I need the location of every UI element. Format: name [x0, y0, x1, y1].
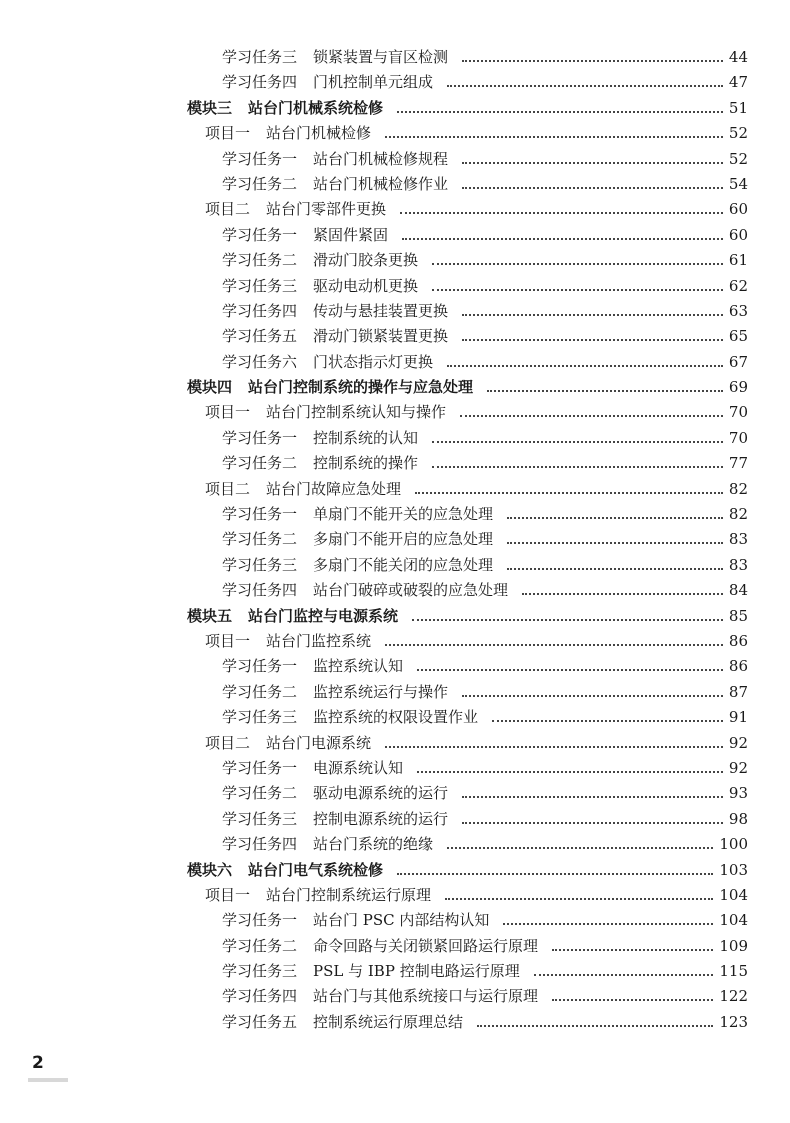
toc-entry-label	[222, 807, 448, 832]
toc-entry-number: 模块六	[187, 860, 233, 879]
toc-entry-page: 123	[719, 1012, 748, 1031]
toc-entry-number: 学习任务四	[222, 581, 298, 600]
toc-entry-title: 多扇门不能关闭的应急处理	[313, 555, 494, 574]
dot-leader	[402, 238, 723, 240]
dot-leader	[445, 898, 713, 900]
dot-leader	[552, 949, 713, 951]
toc-entry-task[interactable]	[0, 172, 790, 197]
toc-entry-task[interactable]	[0, 553, 790, 578]
toc-entry-task[interactable]	[0, 274, 790, 299]
toc-entry-project[interactable]	[0, 197, 790, 222]
toc-entry-title: 站台门电源系统	[266, 733, 372, 752]
toc-entry-title: 站台门控制系统运行原理	[266, 885, 432, 904]
toc-entry-task[interactable]	[0, 527, 790, 552]
toc-entry-title: 滑动门胶条更换	[313, 251, 419, 270]
toc-entry-number: 学习任务一	[222, 149, 298, 168]
toc-entry-label	[222, 70, 433, 95]
toc-entry-project[interactable]	[0, 400, 790, 425]
toc-entry-label	[222, 45, 448, 70]
toc-entry-title: 滑动门锁紧装置更换	[313, 327, 449, 346]
toc-entry-number: 学习任务二	[222, 682, 298, 701]
toc-entry-page: 115	[719, 962, 748, 981]
table-of-contents	[0, 45, 790, 1035]
toc-entry-page: 82	[728, 479, 748, 498]
toc-entry-task[interactable]	[0, 832, 790, 857]
dot-leader	[462, 695, 723, 697]
dot-leader	[462, 314, 723, 316]
dot-leader	[492, 720, 723, 722]
toc-entry-number: 学习任务二	[222, 454, 298, 473]
dot-leader	[522, 593, 723, 595]
toc-entry-label	[187, 96, 383, 121]
toc-entry-title: 站台门监控与电源系统	[248, 606, 399, 625]
toc-entry-task[interactable]	[0, 324, 790, 349]
toc-entry-number: 学习任务六	[222, 352, 298, 371]
toc-entry-number: 项目一	[205, 885, 251, 904]
toc-entry-label	[222, 248, 418, 273]
toc-entry-title: 站台门破碎或破裂的应急处理	[313, 581, 509, 600]
toc-entry-page: 60	[728, 200, 748, 219]
toc-entry-number: 学习任务二	[222, 174, 298, 193]
toc-entry-number: 学习任务二	[222, 784, 298, 803]
toc-entry-task[interactable]	[0, 654, 790, 679]
toc-entry-project[interactable]	[0, 629, 790, 654]
dot-leader	[462, 796, 723, 798]
toc-entry-title: 站台门 PSC 内部结构认知	[313, 911, 490, 930]
toc-entry-number: 学习任务四	[222, 301, 298, 320]
toc-entry-page: 83	[728, 555, 748, 574]
toc-entry-number: 学习任务一	[222, 657, 298, 676]
toc-entry-title: 站台门与其他系统接口与运行原理	[313, 987, 539, 1006]
toc-entry-label	[222, 781, 448, 806]
dot-leader	[503, 923, 713, 925]
toc-entry-page: 92	[728, 733, 748, 752]
toc-entry-label	[222, 756, 403, 781]
dot-leader	[412, 619, 723, 621]
toc-entry-label	[222, 350, 433, 375]
page-number-bar	[28, 1078, 68, 1082]
toc-entry-task[interactable]	[0, 45, 790, 70]
toc-entry-module[interactable]	[0, 858, 790, 883]
toc-entry-number: 学习任务三	[222, 276, 298, 295]
toc-entry-number: 学习任务二	[222, 251, 298, 270]
toc-entry-title: 单扇门不能开关的应急处理	[313, 505, 494, 524]
toc-entry-page: 84	[728, 581, 748, 600]
toc-entry-title: 门状态指示灯更换	[313, 352, 434, 371]
toc-entry-label	[205, 477, 401, 502]
toc-entry-number: 学习任务四	[222, 987, 298, 1006]
toc-entry-label	[187, 858, 383, 883]
dot-leader	[534, 974, 713, 976]
toc-entry-page: 104	[719, 911, 748, 930]
toc-entry-page: 60	[728, 225, 748, 244]
toc-entry-title: 紧固件紧固	[313, 225, 389, 244]
toc-entry-label	[205, 731, 371, 756]
toc-entry-number: 项目一	[205, 403, 251, 422]
toc-entry-label	[222, 451, 418, 476]
toc-entry-page: 104	[719, 885, 748, 904]
toc-entry-title: 监控系统认知	[313, 657, 404, 676]
dot-leader	[507, 542, 723, 544]
page-number: 2	[32, 1053, 44, 1073]
toc-entry-label	[187, 604, 398, 629]
dot-leader	[417, 669, 723, 671]
toc-entry-label	[222, 578, 508, 603]
dot-leader	[462, 187, 723, 189]
toc-entry-label	[222, 984, 538, 1009]
toc-entry-label	[222, 147, 448, 172]
toc-entry-title: 站台门机械检修作业	[313, 174, 449, 193]
toc-entry-number: 学习任务三	[222, 48, 298, 66]
toc-entry-title: 站台门故障应急处理	[266, 479, 402, 498]
toc-entry-page: 98	[728, 809, 748, 828]
toc-entry-task[interactable]	[0, 934, 790, 959]
toc-entry-label	[222, 527, 493, 552]
toc-entry-page: 83	[728, 530, 748, 549]
toc-entry-page: 69	[728, 378, 748, 397]
toc-entry-number: 学习任务五	[222, 327, 298, 346]
toc-entry-label	[222, 553, 493, 578]
toc-entry-label	[222, 172, 448, 197]
toc-entry-task[interactable]	[0, 502, 790, 527]
dot-leader	[447, 847, 713, 849]
toc-entry-page: 122	[719, 987, 748, 1006]
toc-entry-task[interactable]	[0, 908, 790, 933]
toc-entry-label	[222, 223, 388, 248]
toc-entry-task[interactable]	[0, 959, 790, 984]
toc-entry-number: 学习任务一	[222, 225, 298, 244]
toc-entry-label	[222, 324, 448, 349]
dot-leader	[397, 111, 723, 113]
toc-entry-number: 模块三	[187, 98, 233, 117]
toc-entry-page: 54	[728, 174, 748, 193]
toc-entry-module[interactable]	[0, 375, 790, 400]
toc-entry-project[interactable]	[0, 121, 790, 146]
toc-entry-page: 92	[728, 758, 748, 777]
toc-entry-number: 学习任务四	[222, 73, 298, 92]
toc-entry-title: 驱动电动机更换	[313, 276, 419, 295]
toc-entry-number: 学习任务二	[222, 936, 298, 955]
toc-entry-label	[205, 629, 371, 654]
toc-entry-title: 传动与悬挂装置更换	[313, 301, 449, 320]
toc-entry-label	[222, 654, 403, 679]
dot-leader	[507, 517, 723, 519]
dot-leader	[417, 771, 723, 773]
toc-entry-task[interactable]	[0, 680, 790, 705]
toc-entry-task[interactable]	[0, 299, 790, 324]
toc-entry-title: 控制系统的操作	[313, 454, 419, 473]
toc-entry-title: 站台门零部件更换	[266, 200, 387, 219]
toc-entry-task[interactable]	[0, 147, 790, 172]
toc-entry-task[interactable]	[0, 578, 790, 603]
toc-entry-project[interactable]	[0, 477, 790, 502]
dot-leader	[385, 746, 723, 748]
dot-leader	[487, 390, 723, 392]
toc-entry-label	[205, 121, 371, 146]
toc-entry-label	[187, 375, 473, 400]
toc-entry-task[interactable]	[0, 984, 790, 1009]
toc-entry-title: 站台门机械系统检修	[248, 98, 384, 117]
toc-entry-page: 82	[728, 505, 748, 524]
dot-leader	[552, 999, 713, 1001]
toc-entry-label	[222, 832, 433, 857]
dot-leader	[385, 136, 723, 138]
toc-entry-title: 锁紧装置与盲区检测	[313, 48, 449, 66]
toc-entry-page: 52	[728, 149, 748, 168]
toc-entry-label	[222, 426, 418, 451]
dot-leader	[462, 339, 723, 341]
dot-leader	[432, 441, 723, 443]
dot-leader	[385, 644, 723, 646]
toc-entry-label	[222, 502, 493, 527]
toc-entry-number: 学习任务二	[222, 530, 298, 549]
toc-entry-task[interactable]	[0, 807, 790, 832]
toc-entry-title: 多扇门不能开启的应急处理	[313, 530, 494, 549]
toc-entry-task[interactable]	[0, 1010, 790, 1035]
toc-entry-title: 命令回路与关闭锁紧回路运行原理	[313, 936, 539, 955]
toc-entry-page: 65	[728, 327, 748, 346]
toc-entry-number: 学习任务三	[222, 809, 298, 828]
toc-entry-label	[222, 934, 538, 959]
toc-entry-page: 63	[728, 301, 748, 320]
toc-entry-task[interactable]	[0, 350, 790, 375]
toc-entry-title: 监控系统运行与操作	[313, 682, 449, 701]
toc-entry-label	[205, 197, 386, 222]
toc-entry-page: 70	[728, 428, 748, 447]
toc-entry-number: 学习任务三	[222, 555, 298, 574]
toc-entry-project[interactable]	[0, 731, 790, 756]
dot-leader	[447, 85, 723, 87]
toc-entry-page: 67	[728, 352, 748, 371]
toc-entry-label	[222, 908, 489, 933]
toc-entry-title: 站台门控制系统的操作与应急处理	[248, 378, 474, 397]
toc-entry-task[interactable]	[0, 426, 790, 451]
toc-entry-number: 学习任务三	[222, 962, 298, 981]
toc-entry-page: 61	[728, 251, 748, 270]
toc-entry-task[interactable]	[0, 70, 790, 95]
toc-entry-number: 模块五	[187, 606, 233, 625]
dot-leader	[432, 263, 723, 265]
toc-entry-title: PSL 与 IBP 控制电路运行原理	[313, 962, 520, 981]
toc-entry-page: 62	[728, 276, 748, 295]
toc-entry-module[interactable]	[0, 604, 790, 629]
toc-entry-task[interactable]	[0, 705, 790, 730]
dot-leader	[397, 873, 713, 875]
toc-entry-title: 站台门机械检修	[266, 124, 372, 143]
toc-entry-number: 模块四	[187, 378, 233, 397]
toc-entry-title: 门机控制单元组成	[313, 73, 434, 92]
toc-entry-page: 103	[719, 860, 748, 879]
toc-entry-page: 86	[728, 631, 748, 650]
toc-entry-page: 87	[728, 682, 748, 701]
toc-entry-number: 学习任务一	[222, 428, 298, 447]
toc-entry-page: 100	[719, 835, 748, 854]
toc-entry-page: 86	[728, 657, 748, 676]
toc-entry-title: 站台门机械检修规程	[313, 149, 449, 168]
toc-entry-page: 70	[728, 403, 748, 422]
toc-entry-page: 44	[728, 48, 748, 66]
toc-entry-title: 控制系统运行原理总结	[313, 1012, 464, 1031]
toc-entry-number: 项目二	[205, 733, 251, 752]
toc-entry-label	[222, 959, 520, 984]
toc-entry-page: 93	[728, 784, 748, 803]
dot-leader	[462, 60, 723, 62]
toc-entry-number: 项目二	[205, 479, 251, 498]
dot-leader	[432, 289, 723, 291]
toc-entry-title: 电源系统认知	[313, 758, 404, 777]
dot-leader	[462, 822, 723, 824]
toc-entry-number: 项目一	[205, 631, 251, 650]
toc-entry-number: 项目二	[205, 200, 251, 219]
toc-entry-page: 52	[728, 124, 748, 143]
toc-entry-task[interactable]	[0, 223, 790, 248]
toc-entry-label	[222, 680, 448, 705]
toc-entry-label	[222, 274, 418, 299]
toc-entry-title: 站台门监控系统	[266, 631, 372, 650]
toc-entry-page: 77	[728, 454, 748, 473]
dot-leader	[477, 1025, 713, 1027]
toc-entry-task[interactable]	[0, 781, 790, 806]
toc-entry-label	[205, 400, 446, 425]
toc-entry-task[interactable]	[0, 756, 790, 781]
toc-entry-title: 控制电源系统的运行	[313, 809, 449, 828]
toc-entry-title: 站台门电气系统检修	[248, 860, 384, 879]
toc-entry-page: 47	[728, 73, 748, 92]
dot-leader	[415, 492, 723, 494]
toc-entry-task[interactable]	[0, 248, 790, 273]
toc-entry-page: 85	[728, 606, 748, 625]
toc-entry-task[interactable]	[0, 451, 790, 476]
toc-entry-number: 项目一	[205, 124, 251, 143]
toc-entry-title: 监控系统的权限设置作业	[313, 708, 479, 727]
toc-entry-page: 51	[728, 98, 748, 117]
toc-entry-label	[205, 883, 431, 908]
toc-entry-module[interactable]	[0, 96, 790, 121]
toc-entry-page: 109	[719, 936, 748, 955]
toc-entry-title: 驱动电源系统的运行	[313, 784, 449, 803]
toc-entry-number: 学习任务一	[222, 505, 298, 524]
dot-leader	[460, 415, 723, 417]
toc-entry-number: 学习任务五	[222, 1012, 298, 1031]
toc-entry-number: 学习任务一	[222, 758, 298, 777]
toc-entry-label	[222, 705, 478, 730]
toc-entry-label	[222, 299, 448, 324]
toc-entry-title: 站台门系统的绝缘	[313, 835, 434, 854]
toc-entry-page: 91	[728, 708, 748, 727]
dot-leader	[400, 212, 723, 214]
dot-leader	[447, 365, 723, 367]
toc-entry-number: 学习任务一	[222, 911, 298, 930]
toc-entry-number: 学习任务四	[222, 835, 298, 854]
dot-leader	[432, 466, 723, 468]
toc-entry-label	[222, 1010, 463, 1035]
toc-entry-project[interactable]	[0, 883, 790, 908]
toc-entry-title: 控制系统的认知	[313, 428, 419, 447]
dot-leader	[462, 162, 723, 164]
dot-leader	[507, 568, 723, 570]
toc-entry-number: 学习任务三	[222, 708, 298, 727]
toc-entry-title: 站台门控制系统认知与操作	[266, 403, 447, 422]
